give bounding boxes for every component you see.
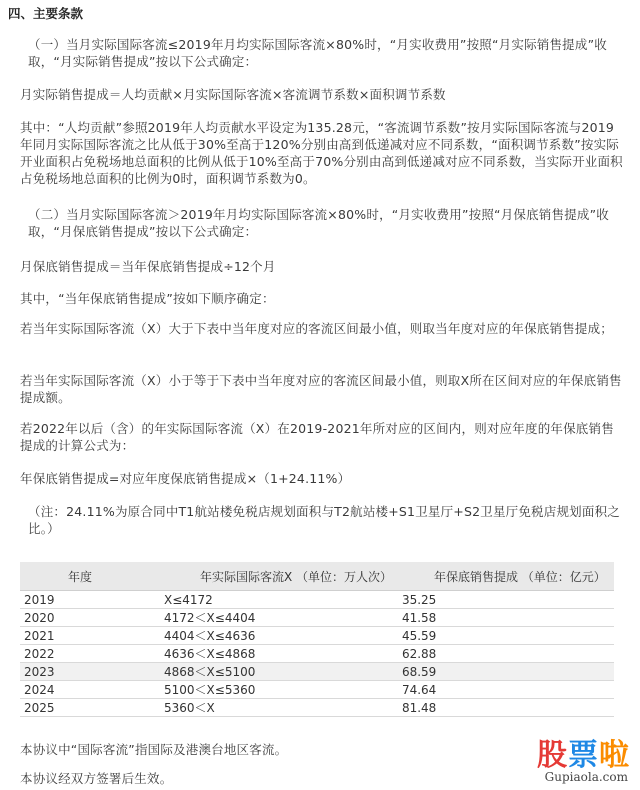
cell-commission: 45.59 xyxy=(402,627,614,645)
cell-commission: 62.88 xyxy=(402,645,614,663)
cell-flow-range: 4868＜X≤5100 xyxy=(164,663,402,681)
watermark-brand-text xyxy=(537,730,630,774)
column-header-passenger-flow: 年实际国际客流X （单位：万人次） xyxy=(164,562,402,591)
definition-international-flow: 本协议中“国际客流”指国际及港澳台地区客流。 xyxy=(20,742,288,757)
cell-year: 2022 xyxy=(20,645,164,663)
column-header-year: 年度 xyxy=(20,562,164,591)
rule-after-2022: 若2022年以后（含）的年实际国际客流（X）在2019-2021年所对应的区间内，则对应年度的年保底销售提成的计算公式为： xyxy=(20,421,614,453)
cell-flow-range: 4404＜X≤4636 xyxy=(164,627,402,645)
table-row xyxy=(20,609,614,627)
cell-commission: 35.25 xyxy=(402,591,614,609)
table-row xyxy=(20,699,614,717)
table-row xyxy=(20,645,614,663)
cell-year: 2023 xyxy=(20,663,164,681)
note-paragraph: （注：24.11%为原合同中T1航站楼免税店规划面积与T2航站楼+S1卫星厅+S2卫星厅免税店规划面积之比。） xyxy=(28,504,620,536)
section-heading: 四、主要条款 xyxy=(8,6,84,21)
cell-commission: 41.58 xyxy=(402,609,614,627)
site-watermark-logo xyxy=(514,730,634,790)
minimum-commission-table xyxy=(20,562,614,717)
cell-year: 2024 xyxy=(20,681,164,699)
cell-flow-range: X≤4172 xyxy=(164,591,402,609)
cell-year: 2019 xyxy=(20,591,164,609)
table-row xyxy=(20,627,614,645)
cell-year: 2021 xyxy=(20,627,164,645)
table-row xyxy=(20,681,614,699)
rule-less-equal: 若当年实际国际客流（X）小于等于下表中当年度对应的客流区间最小值，则取X所在区间对应的年保底销售提成额。 xyxy=(20,373,622,405)
cell-commission: 74.64 xyxy=(402,681,614,699)
cell-flow-range: 5100＜X≤5360 xyxy=(164,681,402,699)
column-header-commission: 年保底销售提成 （单位：亿元） xyxy=(402,562,614,591)
cell-flow-range: 5360＜X xyxy=(164,699,402,717)
table-row xyxy=(20,591,614,609)
cell-year: 2020 xyxy=(20,609,164,627)
effective-clause: 本协议经双方签署后生效。 xyxy=(20,771,173,786)
watermark-char: 股 xyxy=(537,738,568,773)
formula-annual-minimum: 年保底销售提成=对应年度保底销售提成×（1+24.11%） xyxy=(20,471,351,486)
formula-monthly-actual: 月实际销售提成＝人均贡献×月实际国际客流×客流调节系数×面积调节系数 xyxy=(20,87,446,102)
rule-greater: 若当年实际国际客流（X）大于下表中当年度对应的客流区间最小值，则取当年度对应的年保底销售提成； xyxy=(20,321,613,336)
cell-flow-range: 4636＜X≤4868 xyxy=(164,645,402,663)
clause-one: （一）当月实际国际客流≤2019年月均实际国际客流×80%时，“月实收费用”按照“月实际销售提成”收取，“月实际销售提成”按以下公式确定： xyxy=(28,37,607,69)
formula-monthly-minimum: 月保底销售提成＝当年保底销售提成÷12个月 xyxy=(20,259,276,274)
cell-year: 2025 xyxy=(20,699,164,717)
order-intro: 其中，“当年保底销售提成”按如下顺序确定： xyxy=(20,291,275,306)
clause-two: （二）当月实际国际客流＞2019年月均实际国际客流×80%时，“月实收费用”按照“月保底销售提成”收取，“月保底销售提成”按以下公式确定： xyxy=(28,207,609,239)
table-header-row xyxy=(20,562,614,591)
cell-commission: 68.59 xyxy=(402,663,614,681)
watermark-char: 啦 xyxy=(599,738,630,773)
table-row xyxy=(20,663,614,681)
cell-commission: 81.48 xyxy=(402,699,614,717)
watermark-url: Gupiaola.com xyxy=(544,770,628,784)
definitions-paragraph: 其中：“人均贡献”参照2019年人均贡献水平设定为135.28元，“客流调节系数”按月实际国际客流与2019年同月实际国际客流之比从低于30%至高于120%分别由高到低递减对应不同系数，“面积调节系数”按实际开业面积占免税场地总面积的比例从低于10%至高于70%分别由高到低递减对应不同系数，当实际开业面积占免税场地总面积的比例为0时，面积调节系数为0。 xyxy=(20,120,623,186)
watermark-char: 票 xyxy=(568,738,599,773)
cell-flow-range: 4172＜X≤4404 xyxy=(164,609,402,627)
